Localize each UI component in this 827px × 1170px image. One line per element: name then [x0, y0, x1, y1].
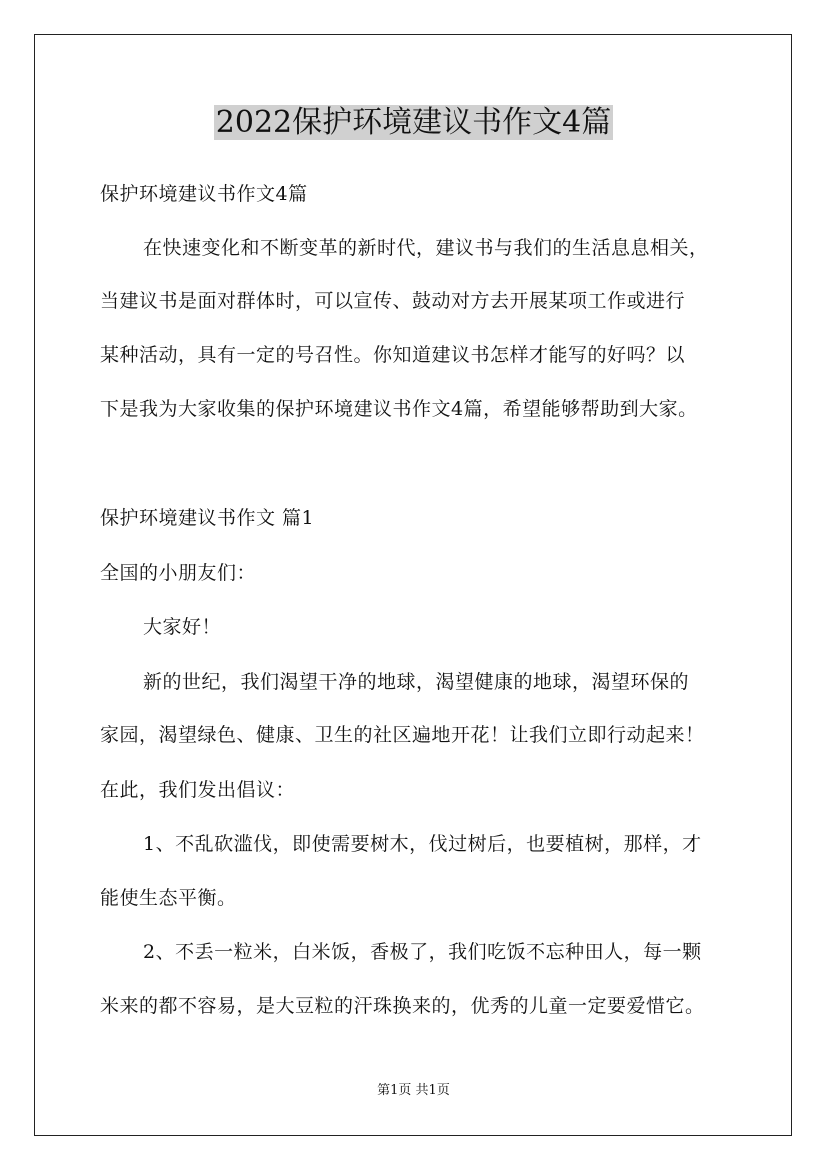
- document-subtitle: 保护环境建议书作文4篇: [100, 183, 308, 205]
- body-line-1: 新的世纪，我们渴望干净的地球，渴望健康的地球，渴望环保的: [143, 671, 690, 693]
- document-title-text: 2022保护环境建议书作文4篇: [215, 105, 612, 140]
- intro-line-1: 在快速变化和不断变革的新时代，建议书与我们的生活息息相关，: [143, 237, 709, 259]
- intro-line-3: 某种活动，具有一定的号召性。你知道建议书怎样才能写的好吗？以: [100, 344, 686, 366]
- greeting: 大家好！: [143, 616, 222, 638]
- body-line-4: 1、不乱砍滥伐，即使需要树木，伐过树后，也要植树，那样，才: [143, 833, 702, 855]
- salutation: 全国的小朋友们：: [100, 562, 257, 584]
- body-line-6: 2、不丢一粒米，白米饭，香极了，我们吃饭不忘种田人，每一颗: [143, 941, 702, 963]
- document-title: [0, 103, 827, 143]
- intro-line-4: 下是我为大家收集的保护环境建议书作文4篇，希望能够帮助到大家。: [100, 398, 698, 420]
- body-line-5: 能使生态平衡。: [100, 887, 237, 909]
- section-heading: 保护环境建议书作文 篇1: [100, 507, 315, 529]
- page-footer: 第1页 共1页: [377, 1083, 450, 1098]
- intro-line-2: 当建议书是面对群体时，可以宣传、鼓动对方去开展某项工作或进行: [100, 290, 686, 312]
- body-line-3: 在此，我们发出倡议：: [100, 779, 296, 801]
- body-line-2: 家园，渴望绿色、健康、卫生的社区遍地开花！让我们立即行动起来！: [100, 724, 705, 746]
- body-line-7: 米来的都不容易，是大豆粒的汗珠换来的，优秀的儿童一定要爱惜它。: [100, 995, 705, 1017]
